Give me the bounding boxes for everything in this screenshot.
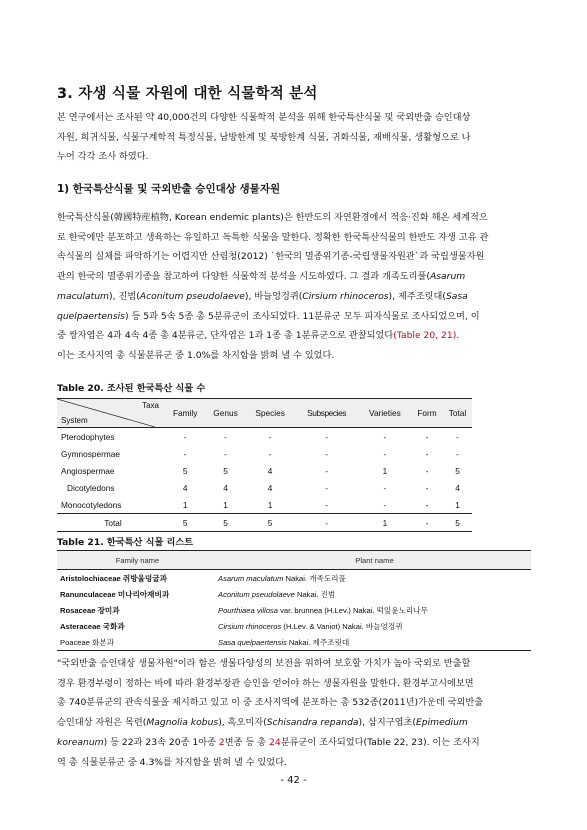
table-cell: -: [425, 482, 429, 493]
scientific-name: koreanum: [57, 736, 104, 748]
table-row: [57, 428, 472, 446]
table-row: [57, 445, 472, 462]
table-cell: -: [325, 465, 328, 476]
highlighted-number: 2: [218, 736, 225, 748]
table-cell: 1: [267, 499, 273, 510]
plant-author: Nakai. 진범: [294, 589, 336, 599]
row-label: Angiospermae: [61, 465, 115, 476]
table-cell: -: [383, 448, 387, 459]
text-run: 변종 등 총: [224, 736, 270, 748]
table-cell: 5: [223, 465, 228, 476]
family-cell: Rosaceae 장미과: [60, 605, 120, 615]
text-line: [57, 287, 531, 307]
table-row: [57, 618, 531, 634]
subsection-title: 1) 한국특산식물 및 국외반출 승인대상 생물자원: [57, 183, 281, 195]
family-cell: Poaceae 화본과: [57, 634, 215, 651]
text-run: ), 진범(: [109, 290, 140, 302]
table-cell: -: [183, 448, 187, 459]
text-line: 역 총 식물분류군 중 4.3%를 차지함을 밝혀 낼 수 있었다.: [57, 756, 288, 768]
table-cell: 1: [223, 499, 228, 510]
plant-author: var. brunnea (H.Lev.) Nakai. 떡잎윤노리나무: [277, 605, 428, 615]
scientific-name: Schisandra repanda: [266, 717, 359, 729]
table21: [57, 550, 531, 651]
table-cell: 1: [182, 499, 188, 510]
text-run: ), 바늘엉겅퀴(: [244, 290, 303, 302]
table-cell: -: [383, 431, 387, 442]
scientific-name: Pourthiaea villosa: [218, 605, 278, 615]
table-header-row: [57, 551, 531, 570]
text-line: [57, 733, 531, 753]
text-run: 중 쌍자엽은 4과 4속 4종 총 4분류군, 단자엽은 1과 1종 총 1분류군으로 관찰되었다: [57, 330, 394, 342]
row-label: Monocotyledons: [61, 499, 122, 510]
plant-author: Nakai. 제주조릿대: [286, 637, 350, 647]
table-cell: -: [425, 448, 429, 459]
scientific-name: Asarum maculatum: [218, 573, 284, 583]
row-label: Total: [57, 514, 165, 532]
table-cell: -: [383, 499, 387, 510]
table-cell: 4: [455, 482, 460, 493]
intro-line: 누어 각각 조사 하였다.: [57, 151, 149, 163]
table-cell: 5: [165, 514, 205, 532]
scientific-name: Sasa: [445, 290, 468, 302]
table-cell: -: [456, 431, 459, 442]
scientific-name: Aconitum pseudolaeve: [139, 290, 245, 302]
table-cell: -: [325, 482, 328, 493]
table-cell: -: [325, 431, 328, 442]
table-cell: -: [411, 514, 443, 532]
table-row: [57, 462, 472, 479]
column-header: Form: [411, 399, 443, 428]
export-paragraph: [57, 654, 531, 772]
corner-cell: [57, 399, 165, 428]
table-row: [57, 586, 531, 602]
plant-cell: [215, 602, 531, 618]
table-cell: -: [456, 448, 459, 459]
table-total-row: [57, 514, 472, 532]
text-line: "국외반출 승인대상 생물자원"이라 함은 생물다양성의 보전을 위하여 보호할 가치가 높아 국외로 반출할: [57, 658, 471, 669]
text-run: ) 등 22과 23속 20종 1아종: [103, 736, 219, 748]
text-run: ), 제주조릿대(: [388, 290, 446, 302]
table-cell: -: [183, 431, 187, 442]
column-header: Genus: [205, 399, 245, 428]
corner-system: System: [61, 416, 88, 425]
section-title: 3. 자생 식물 자원에 대한 식물학적 분석: [57, 86, 318, 102]
table-cell: 5: [246, 514, 295, 532]
plant-cell: [215, 586, 531, 602]
table-row: [57, 570, 531, 587]
family-cell: Asteraceae 국화과: [60, 621, 125, 631]
endemic-paragraph: [57, 208, 531, 366]
column-header: Plant name: [215, 551, 531, 570]
plant-author: Nakai. 개족도리풀: [283, 573, 346, 583]
text-run: 관의 한국의 멸종위기종을 참고하여 다양한 식물학적 분석을 시도하였다. 그 결과 개족도리풀(: [57, 271, 430, 283]
text-line: [57, 713, 531, 733]
column-header: Family name: [57, 551, 215, 570]
scientific-name: Sasa quelpaertensis: [218, 637, 287, 647]
column-header: Varieties: [359, 399, 411, 428]
text-line: 속식물의 실체를 파악하기는 어렵지만 산림청(2012) `한국의 멸종위기종-국립생물자원관`과 국립생물자원: [57, 251, 485, 263]
text-run: .: [456, 330, 460, 342]
text-line: 경우 환경부령이 정하는 바에 따라 환경부장관 승인을 얻어야 하는 생물자원을 말한다. 환경부고시에보면: [57, 677, 474, 689]
table-cell: 1: [359, 514, 411, 532]
table-cell: 1: [455, 499, 460, 510]
plant-cell: [215, 618, 531, 634]
page-number: - 42 -: [280, 775, 307, 786]
corner-taxa: Taxa: [142, 401, 159, 410]
text-line: 로 한국에만 분포하고 생육하는 유일하고 독특한 식물을 말한다. 정확한 한국특산식물의 한반도 자생 고유 관: [57, 231, 489, 243]
table-cell: 4: [267, 465, 273, 476]
scientific-name: Aconitum pseudolaeve: [218, 589, 295, 599]
table20: [57, 398, 472, 532]
table-cell: 1: [382, 465, 388, 476]
plant-cell: [215, 570, 531, 587]
text-run: ) 등 5과 5속 5종 총 5분류군이 조사되었다. 11분류군 모두 피자식물로 조사되었으며, 이: [124, 310, 480, 322]
column-header: Subspecies: [294, 399, 358, 428]
scientific-name: quelpaertensis: [57, 310, 125, 322]
text-line: 총 740분류군의 관속식물을 제시하고 있고 이 중 조사지역에 분포하는 총 532종(2011년)가운데 국외반출: [57, 697, 484, 709]
table-cell: 5: [182, 465, 188, 476]
text-run: 승인대상 자원은 목련(: [57, 717, 147, 729]
table-cell: 4: [223, 482, 228, 493]
table21-caption: Table 21. 한국특산 식물 리스트: [57, 537, 194, 548]
table-cell: -: [268, 431, 272, 442]
intro-line: 자원, 희귀식물, 식물구계학적 특정식물, 남방한계 및 북방한계 식물, 귀화식물, 재배식물, 생활형으로 나: [57, 131, 471, 143]
highlighted-number: 24: [269, 736, 281, 748]
row-label: Pterodophytes: [61, 431, 115, 442]
family-cell: Aristolochiaceae 쥐방울덩굴과: [60, 573, 167, 583]
scientific-name: Epimedium: [415, 717, 468, 729]
plant-author: (H.Lev. & Vaniot) Nakai. 바늘엉겅퀴: [281, 621, 403, 631]
row-label: Gymnospermae: [61, 448, 121, 459]
text-line: [57, 267, 531, 287]
table-cell: -: [425, 465, 429, 476]
table-row: [57, 479, 472, 496]
text-run: ), 흑오미자(: [218, 717, 267, 729]
text-line: [57, 326, 531, 346]
table-reference-link[interactable]: (Table 20, 21): [393, 330, 457, 342]
table-cell: -: [268, 448, 272, 459]
table-cell: 4: [182, 482, 188, 493]
table-cell: -: [425, 499, 429, 510]
table-row: [57, 496, 472, 514]
table-cell: -: [325, 448, 328, 459]
table-row: [57, 602, 531, 618]
text-run: 분류군이 조사되었다(Table 22, 23). 이는 조사지: [280, 736, 480, 748]
table-cell: -: [224, 448, 227, 459]
scientific-name: maculatum: [57, 290, 110, 302]
text-line: 한국특산식물(韓國特産植物, Korean endemic plants)은 한반도의 자연환경에서 적응·진화 해온 세계적으: [57, 212, 488, 223]
column-header: Family: [165, 399, 205, 428]
row-label: Dicotyledons: [67, 482, 115, 493]
table-cell: -: [325, 499, 328, 510]
text-line: [57, 307, 531, 327]
table-cell: 4: [267, 482, 273, 493]
column-header: Species: [246, 399, 295, 428]
table-row: [57, 634, 531, 651]
scientific-name: Cirsium rhinoceros: [302, 290, 389, 302]
scientific-name: Cirsium rhinoceros: [218, 621, 282, 631]
table20-caption: Table 20. 조사된 한국특산 식물 수: [57, 383, 206, 394]
table-cell: 5: [443, 514, 472, 532]
scientific-name: Asarum: [429, 271, 466, 283]
table-cell: 5: [455, 465, 460, 476]
table-cell: -: [294, 514, 358, 532]
table-cell: -: [224, 431, 227, 442]
table-cell: -: [425, 431, 429, 442]
family-cell: Ranunculaceae 미나리아재비과: [60, 589, 170, 599]
plant-cell: [215, 634, 531, 651]
text-line: 이는 조사지역 총 식물분류군 중 1.0%를 차지함을 밝혀 낼 수 있었다.: [57, 349, 335, 361]
text-run: ), 삼지구엽초(: [358, 717, 416, 729]
intro-line: 본 연구에서는 조사된 약 40,000건의 다양한 식물학적 분석을 위해 한국특산식물 및 국외반출 승인대상: [57, 112, 471, 123]
column-header: Total: [443, 399, 472, 428]
table-cell: 5: [205, 514, 245, 532]
table-cell: -: [383, 482, 387, 493]
intro-paragraph: [57, 108, 531, 167]
scientific-name: Magnolia kobus: [146, 717, 219, 729]
table-header-row: [57, 399, 472, 428]
